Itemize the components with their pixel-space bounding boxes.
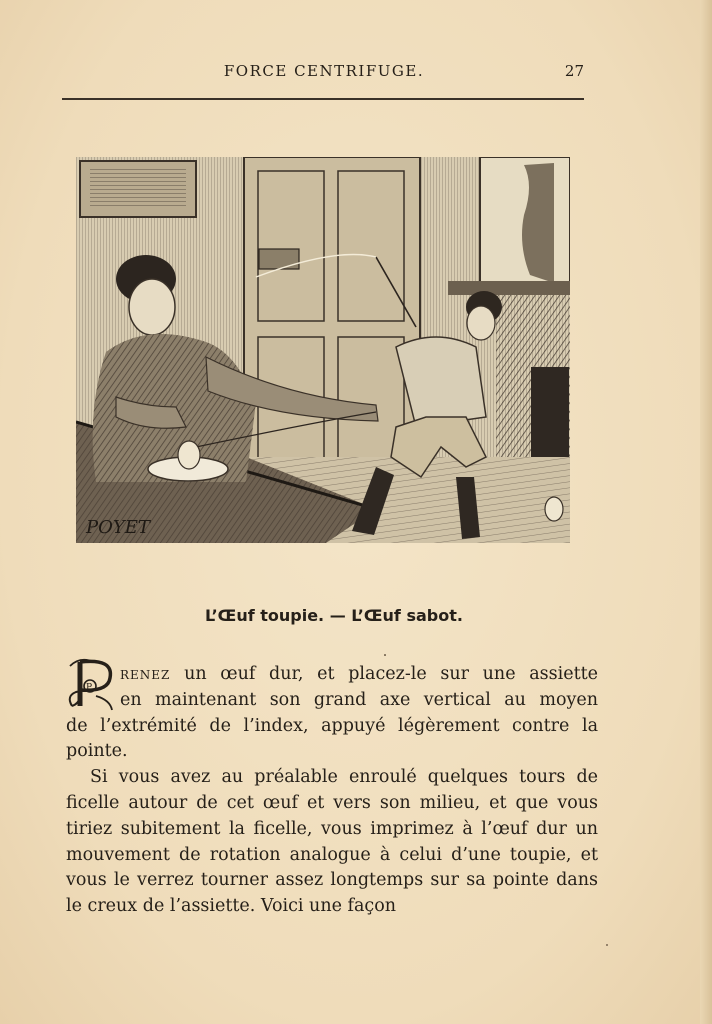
paragraph-1-line-2: en maintenant son grand axe vertical au moyen	[120, 689, 598, 710]
dropcap-letter: P	[86, 683, 93, 693]
paragraph-1-line-1-text: un œuf dur, et placez-le sur une assiette	[170, 664, 598, 684]
page-edge	[700, 0, 712, 1024]
body-text	[66, 662, 598, 920]
running-head	[62, 62, 586, 86]
running-head-title: FORCE CENTRIFUGE.	[223, 62, 425, 80]
engraving-illustration	[76, 157, 570, 543]
engraving-drawing	[76, 157, 570, 543]
paragraph-2: Si vous avez au préalable enroulé quelques tours de ficelle autour de cet œuf et vers son milieu, et que vous tiriez subitement la ficelle, vous imprimez à l’œuf dur un mouvement de rotation analogue à celui d’une toupie, et vous le verrez tourner assez longtemps sur sa pointe dans le creux de l’assiette. Voici une façon	[66, 767, 598, 917]
paper-speck	[384, 654, 386, 656]
paragraph-1-line-1	[66, 662, 598, 688]
paragraph-1	[66, 662, 598, 765]
paper-speck	[606, 944, 608, 946]
header-rule	[62, 98, 584, 100]
smallcaps-word: renez	[120, 664, 171, 684]
paragraph-1-rest: de l’extrémité de l’index, appuyé légèrement contre la pointe.	[66, 715, 598, 762]
page-number: 27	[564, 62, 584, 80]
artist-signature: POYET	[86, 517, 150, 538]
figure-caption: L’Œuf toupie. — L’Œuf sabot.	[205, 606, 463, 625]
